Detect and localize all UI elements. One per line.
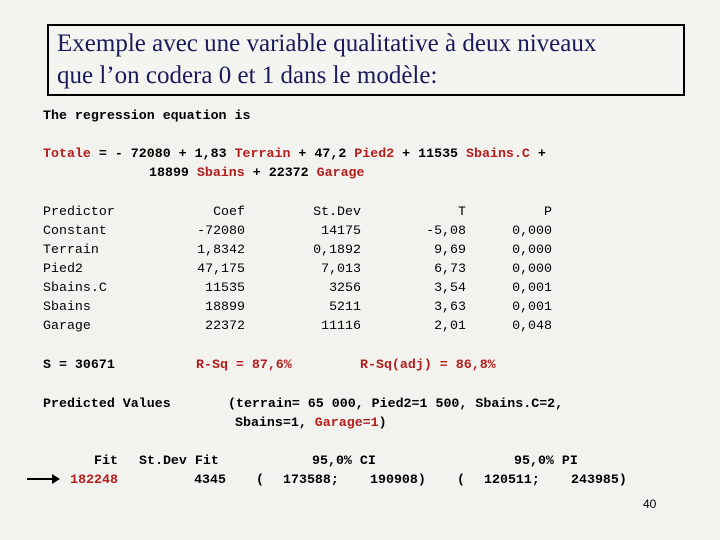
eq-var-pied2: Pied2 — [354, 146, 395, 161]
table-cell-stdev: 11116 — [321, 318, 361, 333]
equation-heading: The regression equation is — [43, 108, 251, 123]
table-cell-coef: 1,8342 — [197, 242, 245, 257]
eq-equals: = - — [90, 146, 131, 161]
table-cell-p: 0,001 — [512, 299, 552, 314]
title-line-1: Exemple avec une variable qualitative à deux niveaux — [57, 30, 597, 57]
table-cell-p: 0,000 — [512, 223, 552, 238]
col-header-stdev-fit: St.Dev Fit — [139, 453, 219, 468]
stdev-fit-value: 4345 — [194, 472, 226, 487]
cond-close: ) — [378, 415, 387, 430]
col-header-ci: 95,0% CI — [312, 453, 376, 468]
eq-lhs: Totale — [43, 146, 91, 161]
eq-coef-sbains: 18899 — [149, 165, 189, 180]
prediction-conditions-line-2 — [235, 415, 387, 431]
table-row-predictor: Pied2 — [43, 261, 83, 276]
table-cell-t: -5,08 — [426, 223, 466, 238]
table-cell-t: 6,73 — [434, 261, 466, 276]
title-box — [47, 24, 685, 96]
table-cell-coef: -72080 — [197, 223, 245, 238]
eq-plus: + — [244, 165, 269, 180]
title-line-2: que l’on codera 0 et 1 dans le modèle: — [57, 62, 438, 89]
ci-low: 173588; — [283, 472, 339, 487]
r-squared-adj: R-Sq(adj) = 86,8% — [360, 357, 496, 372]
eq-plus: + — [394, 146, 419, 161]
table-cell-t: 3,54 — [434, 280, 466, 295]
table-cell-t: 3,63 — [434, 299, 466, 314]
table-cell-p: 0,001 — [512, 280, 552, 295]
equation-line-1 — [43, 146, 546, 162]
col-header-stdev: St.Dev — [313, 204, 361, 219]
table-cell-p: 0,000 — [512, 261, 552, 276]
table-cell-p: 0,000 — [512, 242, 552, 257]
table-cell-stdev: 3256 — [329, 280, 361, 295]
col-header-p: P — [544, 204, 552, 219]
table-row-predictor: Garage — [43, 318, 91, 333]
pi-high: 243985) — [571, 472, 627, 487]
table-cell-coef: 22372 — [205, 318, 245, 333]
col-header-fit: Fit — [94, 453, 118, 468]
predicted-heading: Predicted Values — [43, 396, 171, 411]
eq-const: 72080 — [130, 146, 171, 161]
col-header-predictor: Predictor — [43, 204, 115, 219]
table-row-predictor: Constant — [43, 223, 107, 238]
s-value: S = 30671 — [43, 357, 115, 372]
table-cell-coef: 47,175 — [197, 261, 245, 276]
eq-coef-sbainsc: 11535 — [418, 146, 459, 161]
page-number: 40 — [643, 497, 657, 511]
eq-var-sbainsc: Sbains.C — [466, 146, 530, 161]
pi-low: 120511; — [484, 472, 540, 487]
ci-open-paren: ( — [256, 472, 264, 487]
table-cell-stdev: 0,1892 — [313, 242, 361, 257]
eq-var-terrain: Terrain — [234, 146, 291, 161]
col-header-coef: Coef — [213, 204, 245, 219]
equation-line-2 — [149, 165, 365, 181]
pi-open-paren: ( — [457, 472, 465, 487]
fit-value: 182248 — [70, 472, 118, 487]
prediction-conditions-line-1: (terrain= 65 000, Pied2=1 500, Sbains.C=2, — [228, 396, 564, 411]
table-row-predictor: Sbains.C — [43, 280, 107, 295]
arrow-icon — [27, 478, 58, 480]
table-cell-t: 9,69 — [434, 242, 466, 257]
eq-var-sbains: Sbains — [196, 165, 245, 180]
eq-coef-pied2: 47,2 — [314, 146, 347, 161]
cond-sbains: Sbains=1, — [235, 415, 315, 430]
table-cell-coef: 11535 — [205, 280, 245, 295]
col-header-t: T — [458, 204, 466, 219]
eq-coef-garage: 22372 — [268, 165, 309, 180]
table-cell-coef: 18899 — [205, 299, 245, 314]
table-cell-stdev: 5211 — [329, 299, 361, 314]
eq-plus: + — [170, 146, 195, 161]
cond-garage: Garage=1 — [314, 415, 379, 430]
eq-coef-terrain: 1,83 — [194, 146, 227, 161]
eq-plus: + — [290, 146, 315, 161]
table-row-predictor: Terrain — [43, 242, 99, 257]
table-cell-t: 2,01 — [434, 318, 466, 333]
eq-plus: + — [529, 146, 546, 161]
ci-high: 190908) — [370, 472, 426, 487]
col-header-pi: 95,0% PI — [514, 453, 578, 468]
table-cell-stdev: 7,013 — [321, 261, 361, 276]
eq-var-garage: Garage — [316, 165, 365, 180]
table-cell-p: 0,048 — [512, 318, 552, 333]
r-squared: R-Sq = 87,6% — [196, 357, 292, 372]
table-cell-stdev: 14175 — [321, 223, 361, 238]
table-row-predictor: Sbains — [43, 299, 91, 314]
